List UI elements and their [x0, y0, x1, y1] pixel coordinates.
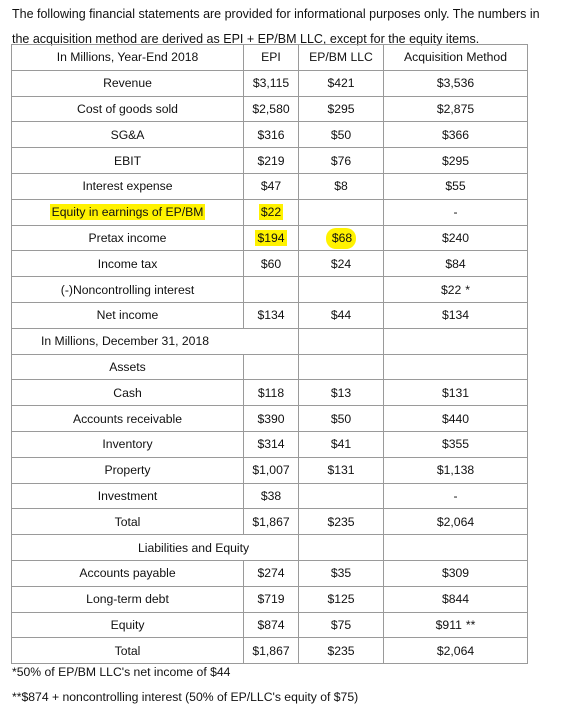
empty-cell [299, 328, 384, 354]
empty-cell [299, 535, 384, 561]
table-row [12, 406, 528, 432]
epi-value [244, 277, 299, 303]
empty-cell [244, 354, 299, 380]
acq-value: $22 [440, 282, 462, 297]
acq-value: $131 [384, 380, 528, 406]
footnote-1: *50% of EP/BM LLC's net income of $44 [12, 665, 231, 679]
table-row [12, 96, 528, 122]
llc-value: $125 [299, 586, 384, 612]
table-row-highlighted [12, 199, 528, 225]
epi-value: $874 [244, 612, 299, 638]
epi-cell [244, 225, 299, 251]
acq-value: - [384, 199, 528, 225]
epi-value: $316 [244, 122, 299, 148]
footnote-marker: * [465, 282, 471, 297]
epi-value: $274 [244, 560, 299, 586]
row-label: Cost of goods sold [12, 96, 244, 122]
acq-value: $309 [384, 560, 528, 586]
acq-value: $355 [384, 431, 528, 457]
llc-value [299, 199, 384, 225]
row-label: SG&A [12, 122, 244, 148]
acq-value: $2,064 [384, 638, 528, 664]
llc-value: $50 [299, 406, 384, 432]
header-label: In Millions, Year-End 2018 [12, 45, 244, 71]
empty-cell [299, 354, 384, 380]
liabilities-label: Liabilities and Equity [12, 535, 299, 561]
row-label: Income tax [12, 251, 244, 277]
balance-date-label: In Millions, December 31, 2018 [12, 328, 299, 354]
table-row [12, 638, 528, 664]
llc-value: $75 [299, 612, 384, 638]
row-label: Investment [12, 483, 244, 509]
table-row [12, 457, 528, 483]
highlighted-epi-value: $194 [257, 230, 285, 245]
row-label: Total [12, 638, 244, 664]
table-row [12, 483, 528, 509]
llc-cell [299, 225, 384, 251]
section-row [12, 535, 528, 561]
intro-line-2: the acquisition method are derived as EPI + EP/BM LLC, except for the equity items. [12, 32, 480, 46]
empty-cell [384, 328, 528, 354]
balance-header-row [12, 328, 528, 354]
llc-value: $13 [299, 380, 384, 406]
table-row [12, 302, 528, 328]
table-header-row [12, 45, 528, 71]
epi-value: $60 [244, 251, 299, 277]
row-label: Equity [12, 612, 244, 638]
highlighted-label: Equity in earnings of EP/BM [51, 205, 204, 220]
acq-value: $240 [384, 225, 528, 251]
acq-value: $440 [384, 406, 528, 432]
llc-value: $41 [299, 431, 384, 457]
epi-value: $219 [244, 148, 299, 174]
section-row [12, 354, 528, 380]
llc-value: $35 [299, 560, 384, 586]
intro-line-1: The following financial statements are provided for informational purposes only. The numbers in [12, 7, 540, 21]
llc-value: $24 [299, 251, 384, 277]
llc-value [299, 277, 384, 303]
llc-value: $76 [299, 148, 384, 174]
llc-value: $8 [299, 173, 384, 199]
table-row [12, 380, 528, 406]
acq-value: $844 [384, 586, 528, 612]
header-acq: Acquisition Method [384, 45, 528, 71]
epi-value: $719 [244, 586, 299, 612]
row-label: (-)Noncontrolling interest [12, 277, 244, 303]
row-label-cell [12, 199, 244, 225]
epi-value: $1,007 [244, 457, 299, 483]
epi-value: $2,580 [244, 96, 299, 122]
acq-value: $2,064 [384, 509, 528, 535]
acq-value: $55 [384, 173, 528, 199]
row-label: Cash [12, 380, 244, 406]
empty-cell [384, 535, 528, 561]
llc-value: $50 [299, 122, 384, 148]
acq-value: $911 [435, 617, 462, 632]
epi-value: $118 [244, 380, 299, 406]
table-row [12, 70, 528, 96]
table-row [12, 612, 528, 638]
acq-value: - [384, 483, 528, 509]
row-label: Revenue [12, 70, 244, 96]
acq-value: $366 [384, 122, 528, 148]
table-row [12, 277, 528, 303]
row-label: Inventory [12, 431, 244, 457]
acq-value: $134 [384, 302, 528, 328]
assets-label: Assets [12, 354, 244, 380]
table-row [12, 173, 528, 199]
highlighted-llc-value: $68 [326, 228, 356, 249]
table-row [12, 251, 528, 277]
row-label: Long-term debt [12, 586, 244, 612]
row-label: Property [12, 457, 244, 483]
epi-value: $1,867 [244, 509, 299, 535]
acq-value: $3,536 [384, 70, 528, 96]
table-row [12, 560, 528, 586]
header-epi: EPI [244, 45, 299, 71]
llc-value: $235 [299, 638, 384, 664]
table-row-highlighted [12, 225, 528, 251]
row-label: Interest expense [12, 173, 244, 199]
row-label: Accounts receivable [12, 406, 244, 432]
row-label: Total [12, 509, 244, 535]
row-label: Accounts payable [12, 560, 244, 586]
llc-value: $295 [299, 96, 384, 122]
row-label: Pretax income [12, 225, 244, 251]
acq-value: $84 [384, 251, 528, 277]
acq-cell [384, 612, 528, 638]
llc-value: $421 [299, 70, 384, 96]
llc-value: $44 [299, 302, 384, 328]
footnote-marker: ** [465, 617, 476, 632]
llc-value [299, 483, 384, 509]
acq-value: $2,875 [384, 96, 528, 122]
table-row [12, 586, 528, 612]
table-row [12, 122, 528, 148]
epi-value: $1,867 [244, 638, 299, 664]
row-label: EBIT [12, 148, 244, 174]
epi-value: $390 [244, 406, 299, 432]
llc-value: $235 [299, 509, 384, 535]
empty-cell [384, 354, 528, 380]
acq-value: $1,138 [384, 457, 528, 483]
table-row [12, 431, 528, 457]
row-label: Net income [12, 302, 244, 328]
epi-value: $3,115 [244, 70, 299, 96]
highlighted-epi-value: $22 [260, 205, 282, 220]
llc-value: $131 [299, 457, 384, 483]
footnote-2: **$874 + noncontrolling interest (50% of EP/LLC's equity of $75) [12, 690, 359, 704]
acq-value: $295 [384, 148, 528, 174]
financial-table [11, 44, 528, 664]
acq-cell [384, 277, 528, 303]
epi-cell [244, 199, 299, 225]
epi-value: $134 [244, 302, 299, 328]
epi-value: $47 [244, 173, 299, 199]
epi-value: $314 [244, 431, 299, 457]
epi-value: $38 [244, 483, 299, 509]
table-row [12, 509, 528, 535]
table-row [12, 148, 528, 174]
header-llc: EP/BM LLC [299, 45, 384, 71]
